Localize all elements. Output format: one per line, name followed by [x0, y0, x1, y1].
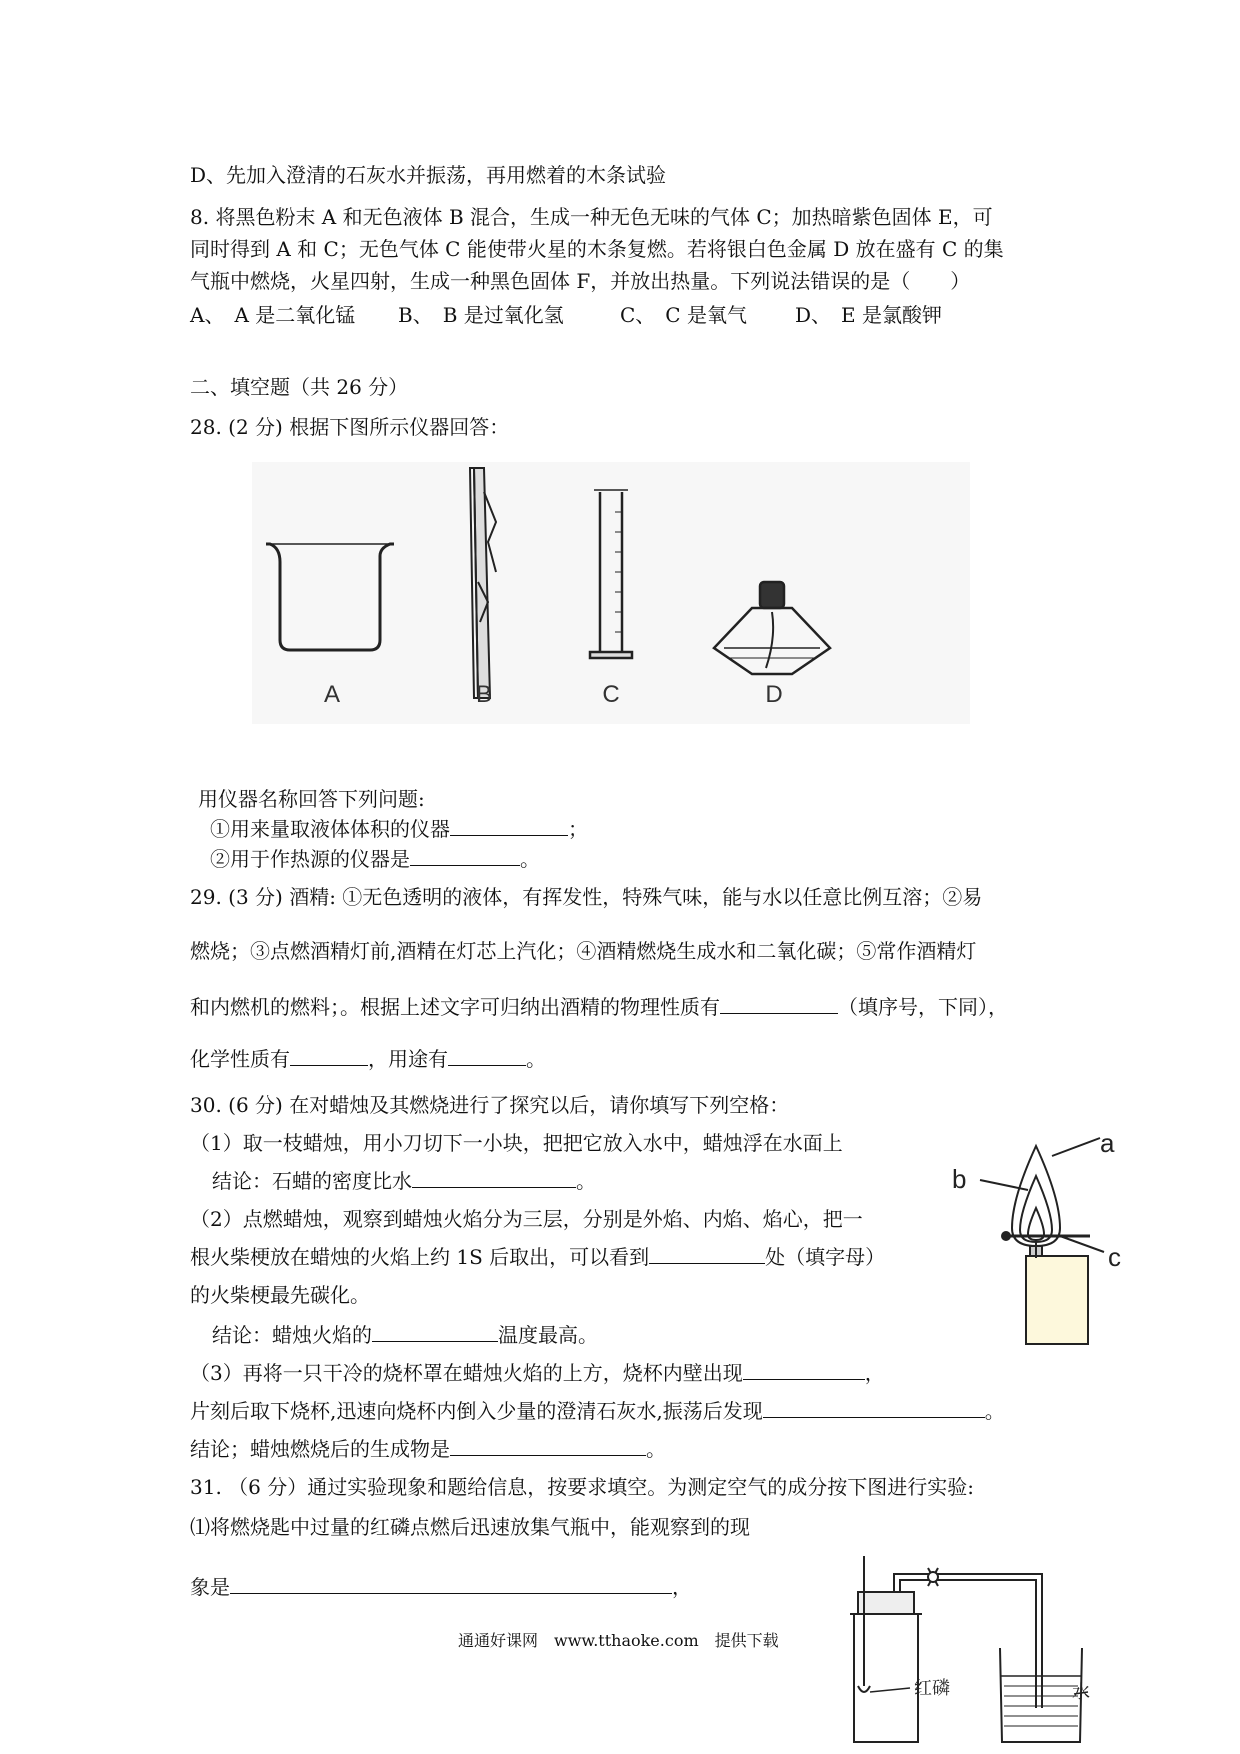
q31-p1-line2-text: 象是 — [190, 1575, 230, 1599]
q29-line2: 燃烧；③点燃酒精灯前,酒精在灯芯上汽化；④酒精燃烧生成水和二氧化碳；⑤常作酒精灯 — [190, 939, 977, 963]
q28-sub2-end: 。 — [520, 847, 540, 871]
answer-blank[interactable] — [410, 847, 520, 866]
label-b: b — [952, 1164, 967, 1194]
q30-p2-conclusion — [212, 1322, 598, 1348]
q28-instruction: 用仪器名称回答下列问题: — [198, 787, 425, 811]
figure-label-a: A — [323, 681, 341, 708]
q8-line1: 8. 将黑色粉末 A 和无色液体 B 混合，生成一种无色无味的气体 C；加热暗紫色固体 E，可 — [190, 205, 993, 229]
q28-sub2-text: ②用于作热源的仪器是 — [210, 847, 410, 871]
q28-sub1 — [210, 816, 588, 842]
q8-line3: 气瓶中燃烧，火星四射，生成一种黑色固体 F，并放出热量。下列说法错误的是（ ） — [190, 269, 971, 293]
q29-line3-text: 和内燃机的燃料；。根据上述文字可归纳出酒精的物理性质有 — [190, 995, 720, 1019]
q8-option-d: D、 E 是氯酸钾 — [795, 303, 942, 327]
answer-blank[interactable] — [448, 1047, 526, 1066]
section2-title: 二、填空题（共 26 分） — [190, 375, 409, 399]
q30-p1-conclusion-text: 结论：石蜡的密度比水 — [212, 1169, 412, 1193]
label-red-phosphorus: 红磷 — [914, 1678, 950, 1699]
answer-blank[interactable] — [720, 995, 838, 1014]
q29-line4 — [190, 1046, 546, 1072]
q31-p1-line2 — [190, 1574, 692, 1600]
label-a: a — [1100, 1128, 1115, 1158]
q30-p3-conclusion-text: 结论；蜡烛燃烧后的生成物是 — [190, 1437, 450, 1461]
q29-line1: 29. (3 分) 酒精: ①无色透明的液体，有挥发性，特殊气味，能与水以任意比例互溶；②易 — [190, 885, 983, 909]
answer-blank[interactable] — [372, 1323, 498, 1342]
q8-option-c: C、 C 是氧气 — [620, 303, 747, 327]
q30-p2-conclusion-end: 温度最高。 — [498, 1323, 598, 1347]
q29-line3 — [190, 994, 1008, 1020]
answer-blank[interactable] — [450, 1437, 646, 1456]
q30-p2-line1: （2）点燃蜡烛，观察到蜡烛火焰分为三层，分别是外焰、内焰、焰心，把一 — [190, 1207, 863, 1231]
q8-option-a: A、 A 是二氧化锰 — [190, 303, 356, 327]
candle-flame-figure — [940, 1128, 1140, 1348]
figure-label-b: B — [475, 681, 493, 708]
q30-p3-conclusion-end: 。 — [646, 1437, 666, 1461]
q29-line4-end: 。 — [526, 1047, 546, 1071]
q30-p3-conclusion — [190, 1436, 666, 1462]
q30-p3-line1-end: ， — [864, 1361, 885, 1385]
label-c: c — [1108, 1242, 1121, 1272]
air-composition-apparatus-figure — [836, 1552, 1096, 1748]
q28-stem: 28. (2 分) 根据下图所示仪器回答： — [190, 415, 510, 439]
q28-sub1-end: ； — [568, 817, 588, 841]
q28-sub1-text: ①用来量取液体体积的仪器 — [210, 817, 450, 841]
q30-p1-conclusion — [212, 1168, 596, 1194]
q30-p3-line2 — [190, 1398, 1005, 1424]
q30-p2-line2 — [190, 1244, 885, 1270]
answer-blank[interactable] — [290, 1047, 368, 1066]
q29-line4-text: 化学性质有 — [190, 1047, 290, 1071]
q31-p1: ⑴将燃烧匙中过量的红磷点燃后迅速放集气瓶中，能观察到的现 — [190, 1515, 750, 1539]
q31-stem: 31. （6 分）通过实验现象和题给信息，按要求填空。为测定空气的成分按下图进行实验: — [190, 1475, 974, 1499]
q30-p2-conclusion-text: 结论：蜡烛火焰的 — [212, 1323, 372, 1347]
page-footer: 通通好课网 www.tthaoke.com 提供下载 — [458, 1631, 779, 1650]
q30-p1-end: 。 — [576, 1169, 596, 1193]
q28-sub2 — [210, 846, 540, 872]
answer-blank[interactable] — [230, 1575, 672, 1594]
answer-blank[interactable] — [743, 1361, 865, 1380]
q30-p2-line2-text: 根火柴梗放在蜡烛的火焰上约 1S 后取出，可以看到 — [190, 1245, 650, 1269]
q28-instruments-figure — [252, 462, 970, 724]
q30-stem: 30. (6 分) 在对蜡烛及其燃烧进行了探究以后，请你填写下列空格： — [190, 1093, 790, 1117]
figure-label-d: D — [765, 681, 783, 708]
q29-line4-mid: ，用途有 — [368, 1047, 448, 1071]
answer-blank[interactable] — [649, 1245, 765, 1264]
q29-line3-end: （填序号，下同）， — [838, 995, 1008, 1019]
q8-line2: 同时得到 A 和 C；无色气体 C 能使带火星的木条复燃。若将银白色金属 D 放在盛有 C 的集 — [190, 237, 1004, 261]
label-water: 水 — [1072, 1682, 1090, 1703]
q31-p1-line2-end: ， — [672, 1575, 692, 1599]
answer-blank[interactable] — [412, 1169, 576, 1188]
q30-p3-line1 — [190, 1360, 885, 1386]
answer-blank[interactable] — [763, 1399, 985, 1418]
q30-p2-line2-end: 处（填字母） — [765, 1245, 886, 1269]
q8-option-b: B、 B 是过氧化氢 — [398, 303, 564, 327]
q30-p3-line2-text: 片刻后取下烧杯,迅速向烧杯内倒入少量的澄清石灰水,振荡后发现 — [190, 1399, 763, 1423]
figure-label-c: C — [602, 681, 620, 708]
q30-p3-line1-text: （3）再将一只干冷的烧杯罩在蜡烛火焰的上方，烧杯内壁出现 — [190, 1361, 743, 1385]
q30-p3-line2-end: 。 — [984, 1399, 1005, 1423]
answer-blank[interactable] — [450, 817, 568, 836]
q7-option-d: D、先加入澄清的石灰水并振荡，再用燃着的木条试验 — [190, 163, 667, 187]
q30-p2-line3: 的火柴梗最先碳化。 — [190, 1283, 370, 1307]
q30-p1: （1）取一枝蜡烛，用小刀切下一小块，把把它放入水中，蜡烛浮在水面上 — [190, 1131, 843, 1155]
